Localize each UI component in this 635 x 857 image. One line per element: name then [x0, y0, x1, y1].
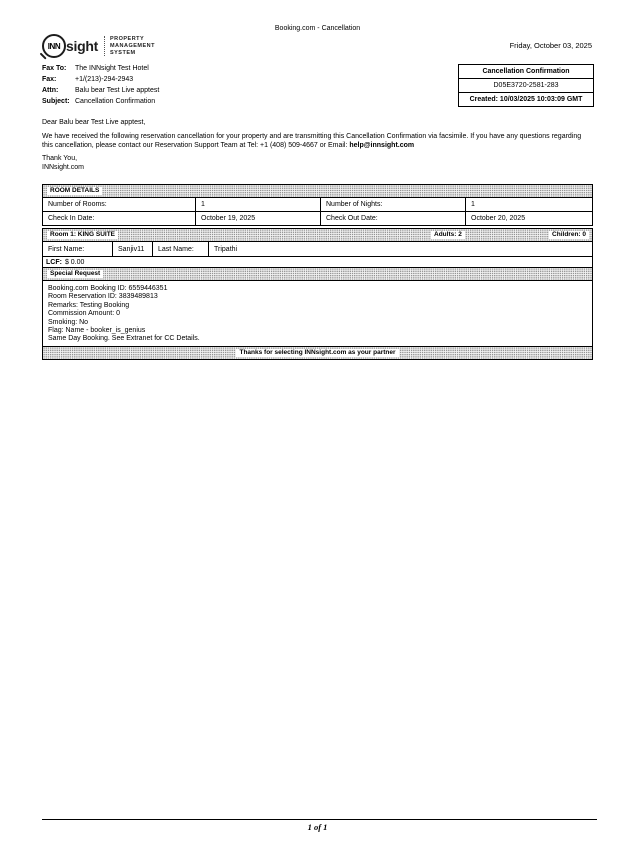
- room-details-header: [43, 185, 592, 198]
- check-out-date-label: Check Out Date:: [321, 212, 466, 225]
- fax-number-value: +1/(213)-294-2943: [75, 76, 134, 83]
- subject-label: Subject:: [42, 98, 70, 105]
- number-of-nights-value: 1: [471, 201, 475, 208]
- logo-tagline: [110, 36, 155, 57]
- commission-amount-line: Commission Amount: 0: [48, 310, 120, 318]
- number-of-nights-label: Number of Nights:: [321, 198, 466, 211]
- special-request-header: [43, 268, 592, 281]
- fax-header-block: [42, 63, 159, 107]
- room-details-header-label: ROOM DETAILS: [47, 187, 102, 195]
- letter-salutation: Dear Balu bear Test Live apptest,: [42, 119, 146, 126]
- number-of-rooms-label: Number of Rooms:: [43, 198, 196, 211]
- document-date: Friday, October 03, 2025: [509, 41, 592, 50]
- first-name-value: Sanjiv11: [113, 242, 153, 256]
- thanks-footer-bar: [42, 346, 593, 360]
- smoking-line: Smoking: No: [48, 318, 89, 326]
- subject-value: Cancellation Confirmation: [75, 98, 156, 105]
- table-row: [43, 198, 592, 211]
- table-row: [43, 211, 592, 225]
- number-of-rooms-value: 1: [196, 198, 321, 211]
- letter-body: [42, 132, 593, 150]
- magnifier-icon: [42, 34, 66, 58]
- adults-count: Adults: 2: [431, 231, 465, 239]
- special-request-body: [43, 281, 592, 349]
- special-request-section: [42, 267, 593, 350]
- fax-number-label: Fax:: [42, 76, 57, 83]
- logo-wordmark: sight: [66, 38, 98, 54]
- same-day-booking-line: Same Day Booking. See Extranet for CC Details.: [48, 335, 200, 343]
- special-request-header-label: Special Request: [47, 270, 103, 278]
- remarks-line: Remarks: Testing Booking: [48, 301, 130, 309]
- first-name-label: First Name:: [43, 242, 113, 256]
- logo-tagline-line: SYSTEM: [109, 49, 136, 56]
- logo-divider: [104, 36, 105, 56]
- subject-row: [42, 96, 159, 107]
- check-in-date-value: October 19, 2025: [196, 212, 321, 225]
- support-email: help@innsight.com: [349, 142, 415, 149]
- confirmation-box-title: Cancellation Confirmation: [459, 65, 593, 79]
- booking-id-line: Booking.com Booking ID: 6559446351: [48, 285, 168, 292]
- signature-text: INNsight.com: [42, 163, 85, 171]
- fax-to-row: [42, 63, 159, 74]
- closing-text: Thank You,: [42, 155, 78, 162]
- attn-label: Attn:: [42, 87, 59, 94]
- lcf-label: LCF:: [46, 259, 62, 266]
- logo-mark: INN: [47, 41, 61, 51]
- check-in-date-label: Check In Date:: [43, 212, 196, 225]
- letter-closing: [42, 155, 84, 172]
- attn-value: Balu bear Test Live apptest: [75, 87, 160, 94]
- letter-body-text: We have received the following reservation cancellation for your property and are transmitting this Cancellation Confirmation via facsimile. If you have any questions regarding this cancellation, please contact our Reservation Support Team at Tel: +1 (408) 509-4667 or Email:: [42, 133, 582, 149]
- fax-to-label: Fax To:: [42, 65, 67, 72]
- innsight-logo: [42, 33, 155, 59]
- room-reservation-id-line: Room Reservation ID: 3839489813: [48, 293, 158, 301]
- thanks-footer-text: Thanks for selecting INNsight.com as your partner: [236, 349, 398, 357]
- room-1-header: [43, 229, 592, 242]
- attn-row: [42, 85, 159, 96]
- document-title: Booking.com - Cancellation: [274, 25, 361, 32]
- check-out-date-value: October 20, 2025: [471, 215, 526, 222]
- guest-name-row: [43, 242, 592, 256]
- last-name-label: Last Name:: [153, 242, 209, 256]
- confirmation-number: D05E3720-2581-283: [459, 79, 593, 93]
- room-details-section: [42, 184, 593, 226]
- fax-to-value: The INNsight Test Hotel: [75, 65, 149, 72]
- children-count: Children: 0: [549, 231, 589, 239]
- logo-tagline-line: MANAGEMENT: [109, 42, 155, 49]
- room-1-header-label: Room 1: KING SUITE: [47, 231, 118, 239]
- magnifier-lens: [42, 34, 66, 58]
- last-name-value: Tripathi: [214, 245, 238, 253]
- cancellation-confirmation-box: [458, 64, 594, 107]
- footer-rule: [42, 819, 597, 820]
- logo-tagline-line: PROPERTY: [109, 35, 145, 42]
- lcf-value: $ 0.00: [64, 259, 85, 266]
- flag-line: Flag: Name - booker_is_genius: [48, 327, 146, 335]
- page-number: 1 of 1: [307, 822, 328, 832]
- room-1-section: [42, 228, 593, 269]
- fax-number-row: [42, 74, 159, 85]
- confirmation-created-timestamp: Created: 10/03/2025 10:03:09 GMT: [469, 96, 583, 103]
